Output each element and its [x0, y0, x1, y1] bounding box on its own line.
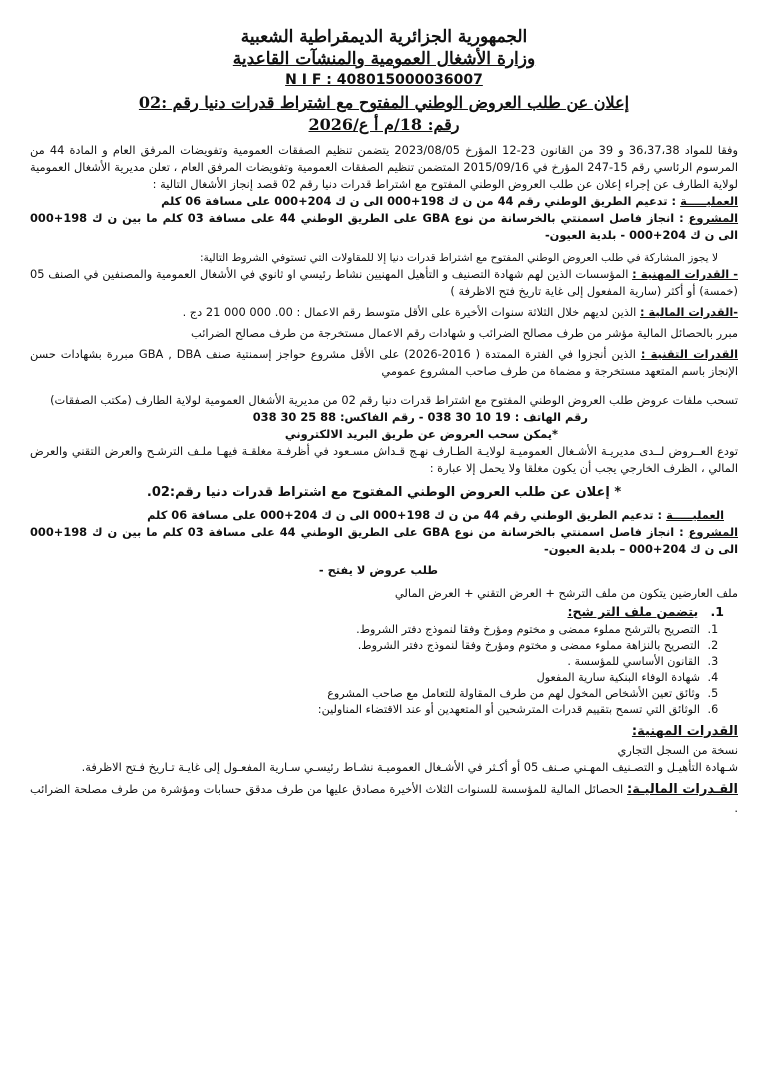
conditions-intro: لا يجوز المشاركة في طلب العروض الوطني المفتوح مع اشتراط قدرات دنيا إلا للمقاولات التي تستوفي الشروط التالية:: [199, 252, 718, 264]
file-contents-intro: ملف العارضين يتكون من ملف الترشح + العرض التقني + العرض المالي: [394, 586, 738, 600]
project-text: : انجاز فاصل اسمنتي بالخرسانة من نوع GBA على الطريق الوطني 44 على مسافة 03 كلم ما بين ن ك 198+000 الى ن ك 204+000 - بلدية العيون-: [30, 211, 738, 242]
withdrawal-section: [30, 392, 738, 477]
announcement-title: إعلان عن طلب العروض الوطني المفتوح مع اشتراط قدرات دنيا رقم :02: [138, 93, 630, 112]
financial-justification: مبرر بالحصائل المالية مؤشر من طرف مصالح الضرائب و شهادات رقم الاعمال مستخرجة من طرف مصالح الضرائب: [191, 326, 738, 340]
list-item: 5. وثائق تعين الأشخاص المخول لهم من طرف المقاولة للتعامل مع صاحب المشروع: [30, 686, 704, 702]
announcement-number: رقم: 18/م أ ع/2026: [308, 115, 460, 134]
file-contents-heading-number: 1.: [710, 604, 724, 619]
republic-heading: الجمهورية الجزائرية الديمقراطية الشعبية: [240, 27, 528, 47]
list-item: 1. التصريح بالترشح مملوء ممضى و مختوم ومؤرخ وفقا لنموذج دفتر الشروط.: [30, 622, 704, 638]
conditions-section: [30, 250, 738, 380]
professional-condition: [30, 266, 738, 300]
envelope-title: * إعلان عن طلب العروض الوطني المفتوح مع اشتراط قدرات دنيا رقم:02.: [146, 485, 622, 500]
envelope-operation-text: : تدعيم الطريق الوطني رقم 44 من ن ك 198+000 الى ن ك 204+000 على مسافة 06 كلم: [147, 508, 663, 522]
list-item: 3. القانون الأساسي للمؤسسة .: [30, 654, 704, 670]
capacities-financial-heading: القـدرات الماليـة:: [627, 782, 738, 797]
professional-text: المؤسسات الذين لهم شهادة التصنيف و التأهيل المهنيين نشاط رئيسي او ثانوي في الأشغال العمومية والمصنفين في الصنف 05 (خمسة) أو أكثر (سارية المفعول إلى غاية تاريخ فتح الاظرفة ): [30, 267, 738, 298]
capacities-financial: [30, 780, 738, 817]
list-item: 6. الوثائق التي تسمح بتقييم قدرات المترشحين أو المتعهدين أو عند الاقتضاء المناولين:: [30, 702, 704, 718]
capacities-section: [30, 722, 738, 817]
technical-text: الذين أنجزوا في الفترة الممتدة ( 2016-2026) على الأقل مشروع حواجز إسمنتية صنف GBA , DBA مبررة بشهادات حسن الإنجاز باسم المتعهد مستخرجة و مضماة من طرف صاحب المشروع عمومي: [30, 347, 738, 378]
announcement-document: [30, 26, 738, 817]
no-open-note: طلب عروض لا يفتح -: [318, 563, 438, 577]
financial-condition: [30, 304, 738, 321]
professional-label: - القدرات المهنية :: [632, 267, 738, 281]
envelope-section: [30, 483, 738, 579]
file-contents-section: [30, 585, 738, 718]
email-note: *يمكن سحب العروض عن طريق البريد الالكتروني: [284, 427, 558, 441]
envelope-project-label: المشروع: [688, 525, 739, 539]
list-item: 4. شهادة الوفاء البنكية سارية المفعول: [30, 670, 704, 686]
project-line: [30, 210, 738, 244]
capacities-professional-heading: القدرات المهنية:: [631, 724, 738, 739]
capacities-professional-line2: شـهادة التأهيـل و التصـنيف المهـني صـنف 05 أو أكـثر في الأشـغال العموميـة نشـاط رئيسـي سـارية المفعـول إلى غايـة تـاريخ فـتح الاظرفة.: [81, 760, 738, 774]
operation-line: [30, 193, 738, 210]
intro-paragraph: وفقا للمواد 36،37،38 و 39 من القانون 23-12 المؤرخ 2023/08/05 يتضمن تنظيم الصفقات العمومية وتفويضات المرفق العام و المادة 44 من المرسوم الرئاسي رقم 15-247 المؤرخ في 2015/09/16 المتضمن تنظيم الصفقات العمومية وتفويضات المرفق العام ، تعلن مديرية الأشغال العمومية لولاية الطارف عن إجراء إعلان عن طلب العروض الوطني المفتوح مع اشتراط قدرات دنيا رقم 02 قصد إنجاز الأشغال التالية :: [30, 143, 738, 191]
envelope-operation-label: العمليـــــة: [666, 508, 724, 522]
withdrawal-text: تسحب ملفات عروض طلب العروض الوطني المفتوح مع اشتراط قدرات دنيا رقم 02 من مديرية الأشغال العمومية لولاية الطارف (مكتب الصفقات): [50, 393, 738, 407]
intro-section: [30, 142, 738, 244]
financial-label: -القدرات المالية :: [639, 305, 738, 319]
file-contents-list: [30, 622, 738, 718]
envelope-operation-line: [30, 507, 724, 524]
envelope-project-line: [30, 524, 738, 558]
capacities-financial-text: الحصائل المالية للمؤسسة للسنوات الثلاث الأخيرة مصادق عليها من طرف مدقق حسابات ومؤشرة من طرف مصلحة الضرائب .: [30, 782, 738, 815]
deposit-text: تودع العــروض لــدى مديريـة الأشـغال العموميـة لولايـة الطـارف نهـج قـداش مسـعود في أظرفـة مغلقـة فيهـا ملـف الترشـح والعرض التقني والعرض المالي ، الظرف الخارجي يجب أن يكون مغلقا ولا يحمل إلا عبارة :: [30, 444, 738, 475]
capacities-professional-line1: نسخة من السجل التجاري: [617, 743, 738, 757]
technical-label: القدرات التقنية :: [640, 347, 738, 361]
financial-text: الذين لديهم خلال الثلاثة سنوات الأخيرة على الأقل متوسط رقم الاعمال : 00. 000 000 21 دج .: [182, 305, 637, 319]
ministry-heading: وزارة الأشغال العمومية والمنشآت القاعدية: [232, 49, 536, 69]
operation-label: العمليـــــة: [680, 194, 738, 208]
nif-number: N I F : 408015000036007: [285, 72, 483, 88]
list-item: 2. التصريح بالنزاهة مملوء ممضى و مختوم ومؤرخ وفقا لنموذج دفتر الشروط.: [30, 638, 704, 654]
file-contents-heading-text: يتضمن ملف التر شح:: [567, 604, 699, 619]
contact-phone-fax: رقم الهاتف : 19 10 30 038 - رقم الفاكس: 88 25 30 038: [252, 410, 588, 424]
envelope-project-text: : انجاز فاصل اسمنتي بالخرسانة من نوع GBA على الطريق الوطني 44 على مسافة 03 كلم ما بين ن ك 198+000 الى ن ك 204+000 – بلدية العيون-: [30, 525, 738, 556]
technical-condition: [30, 346, 738, 380]
project-label: المشروع: [688, 211, 739, 225]
file-contents-heading: [30, 602, 724, 622]
operation-text: : تدعيم الطريق الوطني رقم 44 من ن ك 198+000 الى ن ك 204+000 على مسافة 06 كلم: [161, 194, 677, 208]
